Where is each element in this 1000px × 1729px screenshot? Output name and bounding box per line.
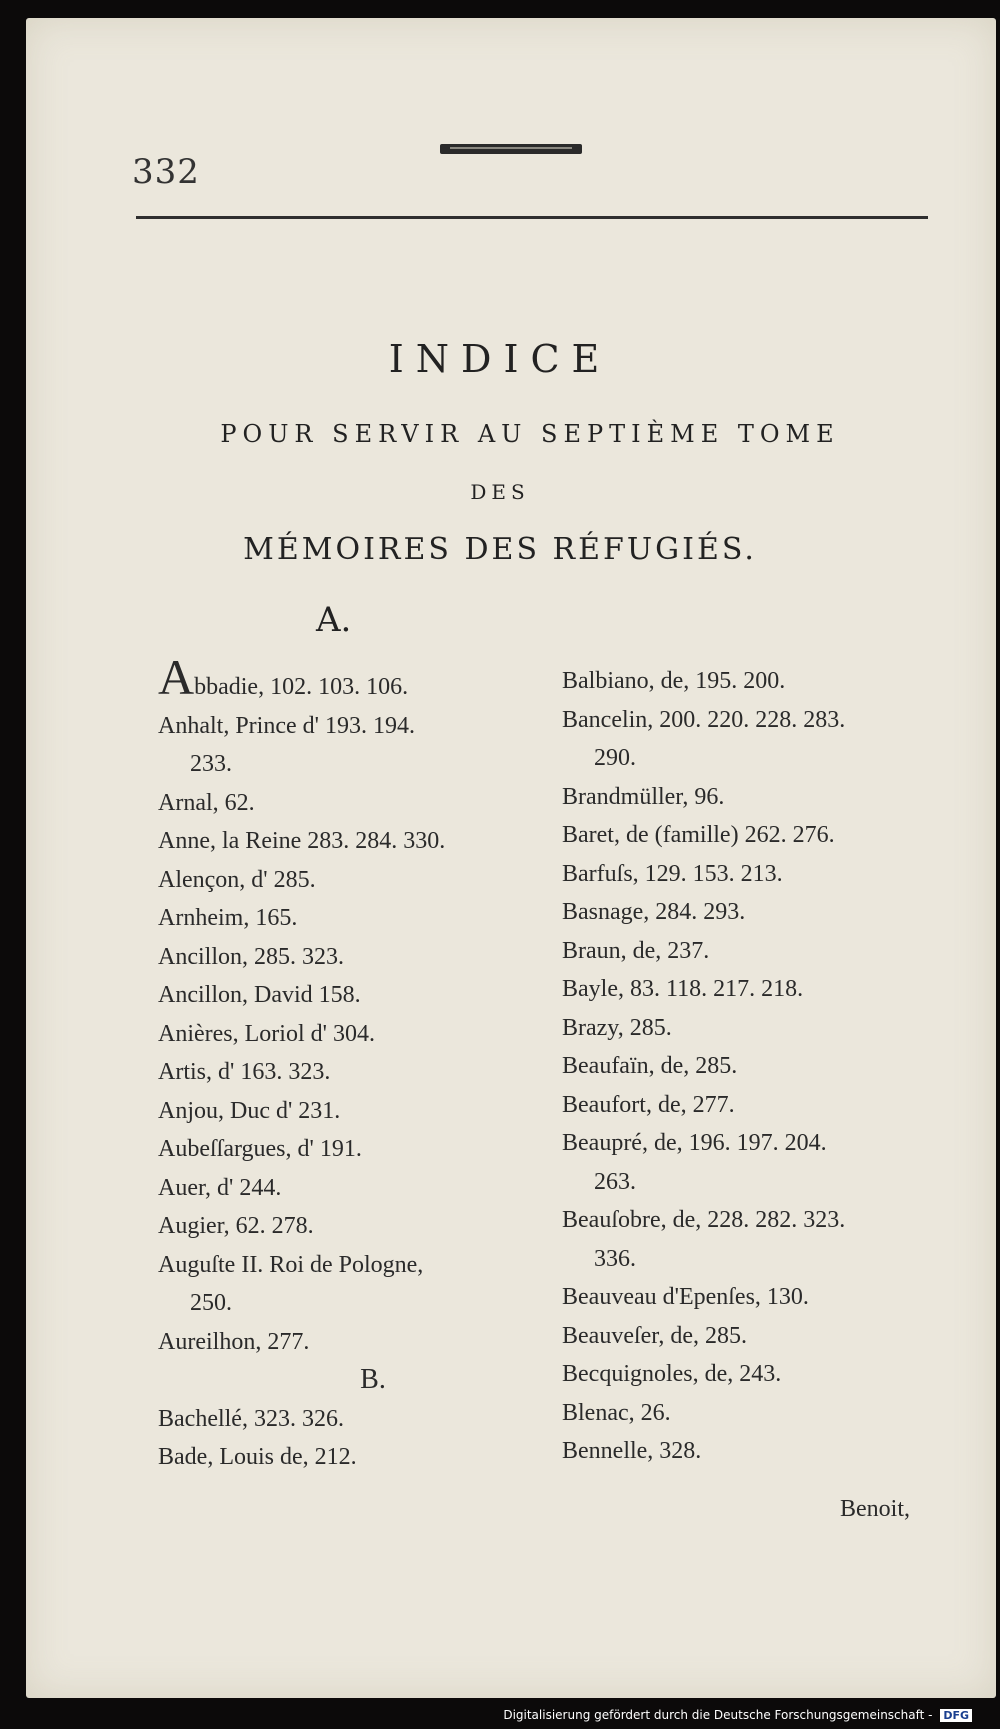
index-entry: Beaufort, de, 277. xyxy=(562,1091,735,1118)
index-entry: Brazy, 285. xyxy=(562,1014,672,1041)
index-entry: Augier, 62. 278. xyxy=(158,1213,314,1239)
index-entry: Beauveſer, de, 285. xyxy=(562,1322,747,1349)
index-entry: Barfuſs, 129. 153. 213. xyxy=(562,860,783,887)
index-entry: Arnal, 62. xyxy=(158,789,255,816)
index-entry: Baret, de (famille) 262. 276. xyxy=(562,822,835,848)
index-entry: Artis, d' 163. 323. xyxy=(158,1059,331,1085)
index-entry: Bancelin, 200. 220. 228. 283. xyxy=(562,706,846,733)
index-entry: Aubeſſargues, d' 191. xyxy=(158,1136,362,1162)
section-letter-b: B. xyxy=(360,1364,386,1395)
digitization-footer xyxy=(503,1708,972,1722)
catchword: Benoit, xyxy=(840,1496,910,1522)
index-entry: Becquignoles, de, 243. xyxy=(562,1361,782,1387)
index-entry: Beauſobre, de, 228. 282. 323. xyxy=(562,1207,846,1233)
index-entry: Anne, la Reine 283. 284. 330. xyxy=(158,828,446,854)
page-number: 332 xyxy=(132,152,200,192)
index-entry: Anjou, Duc d' 231. xyxy=(158,1097,341,1124)
index-entry: 263. xyxy=(594,1168,636,1195)
index-column-right xyxy=(562,662,942,1471)
index-entry: 290. xyxy=(594,745,636,771)
drop-cap: A xyxy=(158,649,195,705)
index-entry: Bayle, 83. 118. 217. 218. xyxy=(562,976,804,1002)
index-entry: 250. xyxy=(190,1290,232,1316)
index-entry: Bennelle, 328. xyxy=(562,1438,702,1464)
header-rule xyxy=(136,216,928,219)
header-ornament xyxy=(440,144,582,154)
index-entry xyxy=(158,649,538,707)
index-entry: Ancillon, 285. 323. xyxy=(158,943,344,970)
index-entry: Anhalt, Prince d' 193. 194. xyxy=(158,712,415,739)
footer-text: Digitalisierung gefördert durch die Deutsche Forschungsgemeinschaft - xyxy=(503,1708,933,1722)
index-entry: Bachellé, 323. 326. xyxy=(158,1405,344,1432)
index-entry: Blenac, 26. xyxy=(562,1399,671,1426)
index-entry: Arnheim, 165. xyxy=(158,905,298,931)
index-entry: Bade, Louis de, 212. xyxy=(158,1444,357,1470)
index-entry: Basnage, 284. 293. xyxy=(562,899,746,925)
dfg-logo[interactable]: DFG xyxy=(940,1709,972,1722)
index-entry: Auguſte II. Roi de Pologne, xyxy=(158,1251,424,1278)
index-entry: Beaupré, de, 196. 197. 204. xyxy=(562,1130,827,1156)
index-entry: Aureilhon, 277. xyxy=(158,1328,310,1355)
index-heading: MÉMOIRES DES RÉFUGIÉS. xyxy=(243,532,757,567)
index-entry: Beaufaïn, de, 285. xyxy=(562,1053,738,1079)
index-entry: Brandmüller, 96. xyxy=(562,783,725,810)
index-entry: Anières, Loriol d' 304. xyxy=(158,1020,375,1047)
index-subtitle: POUR SERVIR AU SEPTIÈME TOME xyxy=(220,420,840,448)
index-entry: Balbiano, de, 195. 200. xyxy=(562,668,786,694)
index-entry: Ancillon, David 158. xyxy=(158,982,361,1008)
index-title: INDICE xyxy=(388,337,612,381)
index-entry: 233. xyxy=(190,751,232,777)
section-letter-a: A. xyxy=(316,600,352,640)
index-column-left xyxy=(158,649,538,1477)
index-entry: Auer, d' 244. xyxy=(158,1174,282,1201)
index-entry: Alençon, d' 285. xyxy=(158,866,316,893)
index-entry-text: bbadie, 102. 103. 106. xyxy=(194,674,409,700)
index-entry: Beauveau d'Epenſes, 130. xyxy=(562,1284,809,1310)
index-entry: Braun, de, 237. xyxy=(562,937,710,964)
index-entry: 336. xyxy=(594,1245,636,1272)
index-des: DES xyxy=(470,480,530,504)
